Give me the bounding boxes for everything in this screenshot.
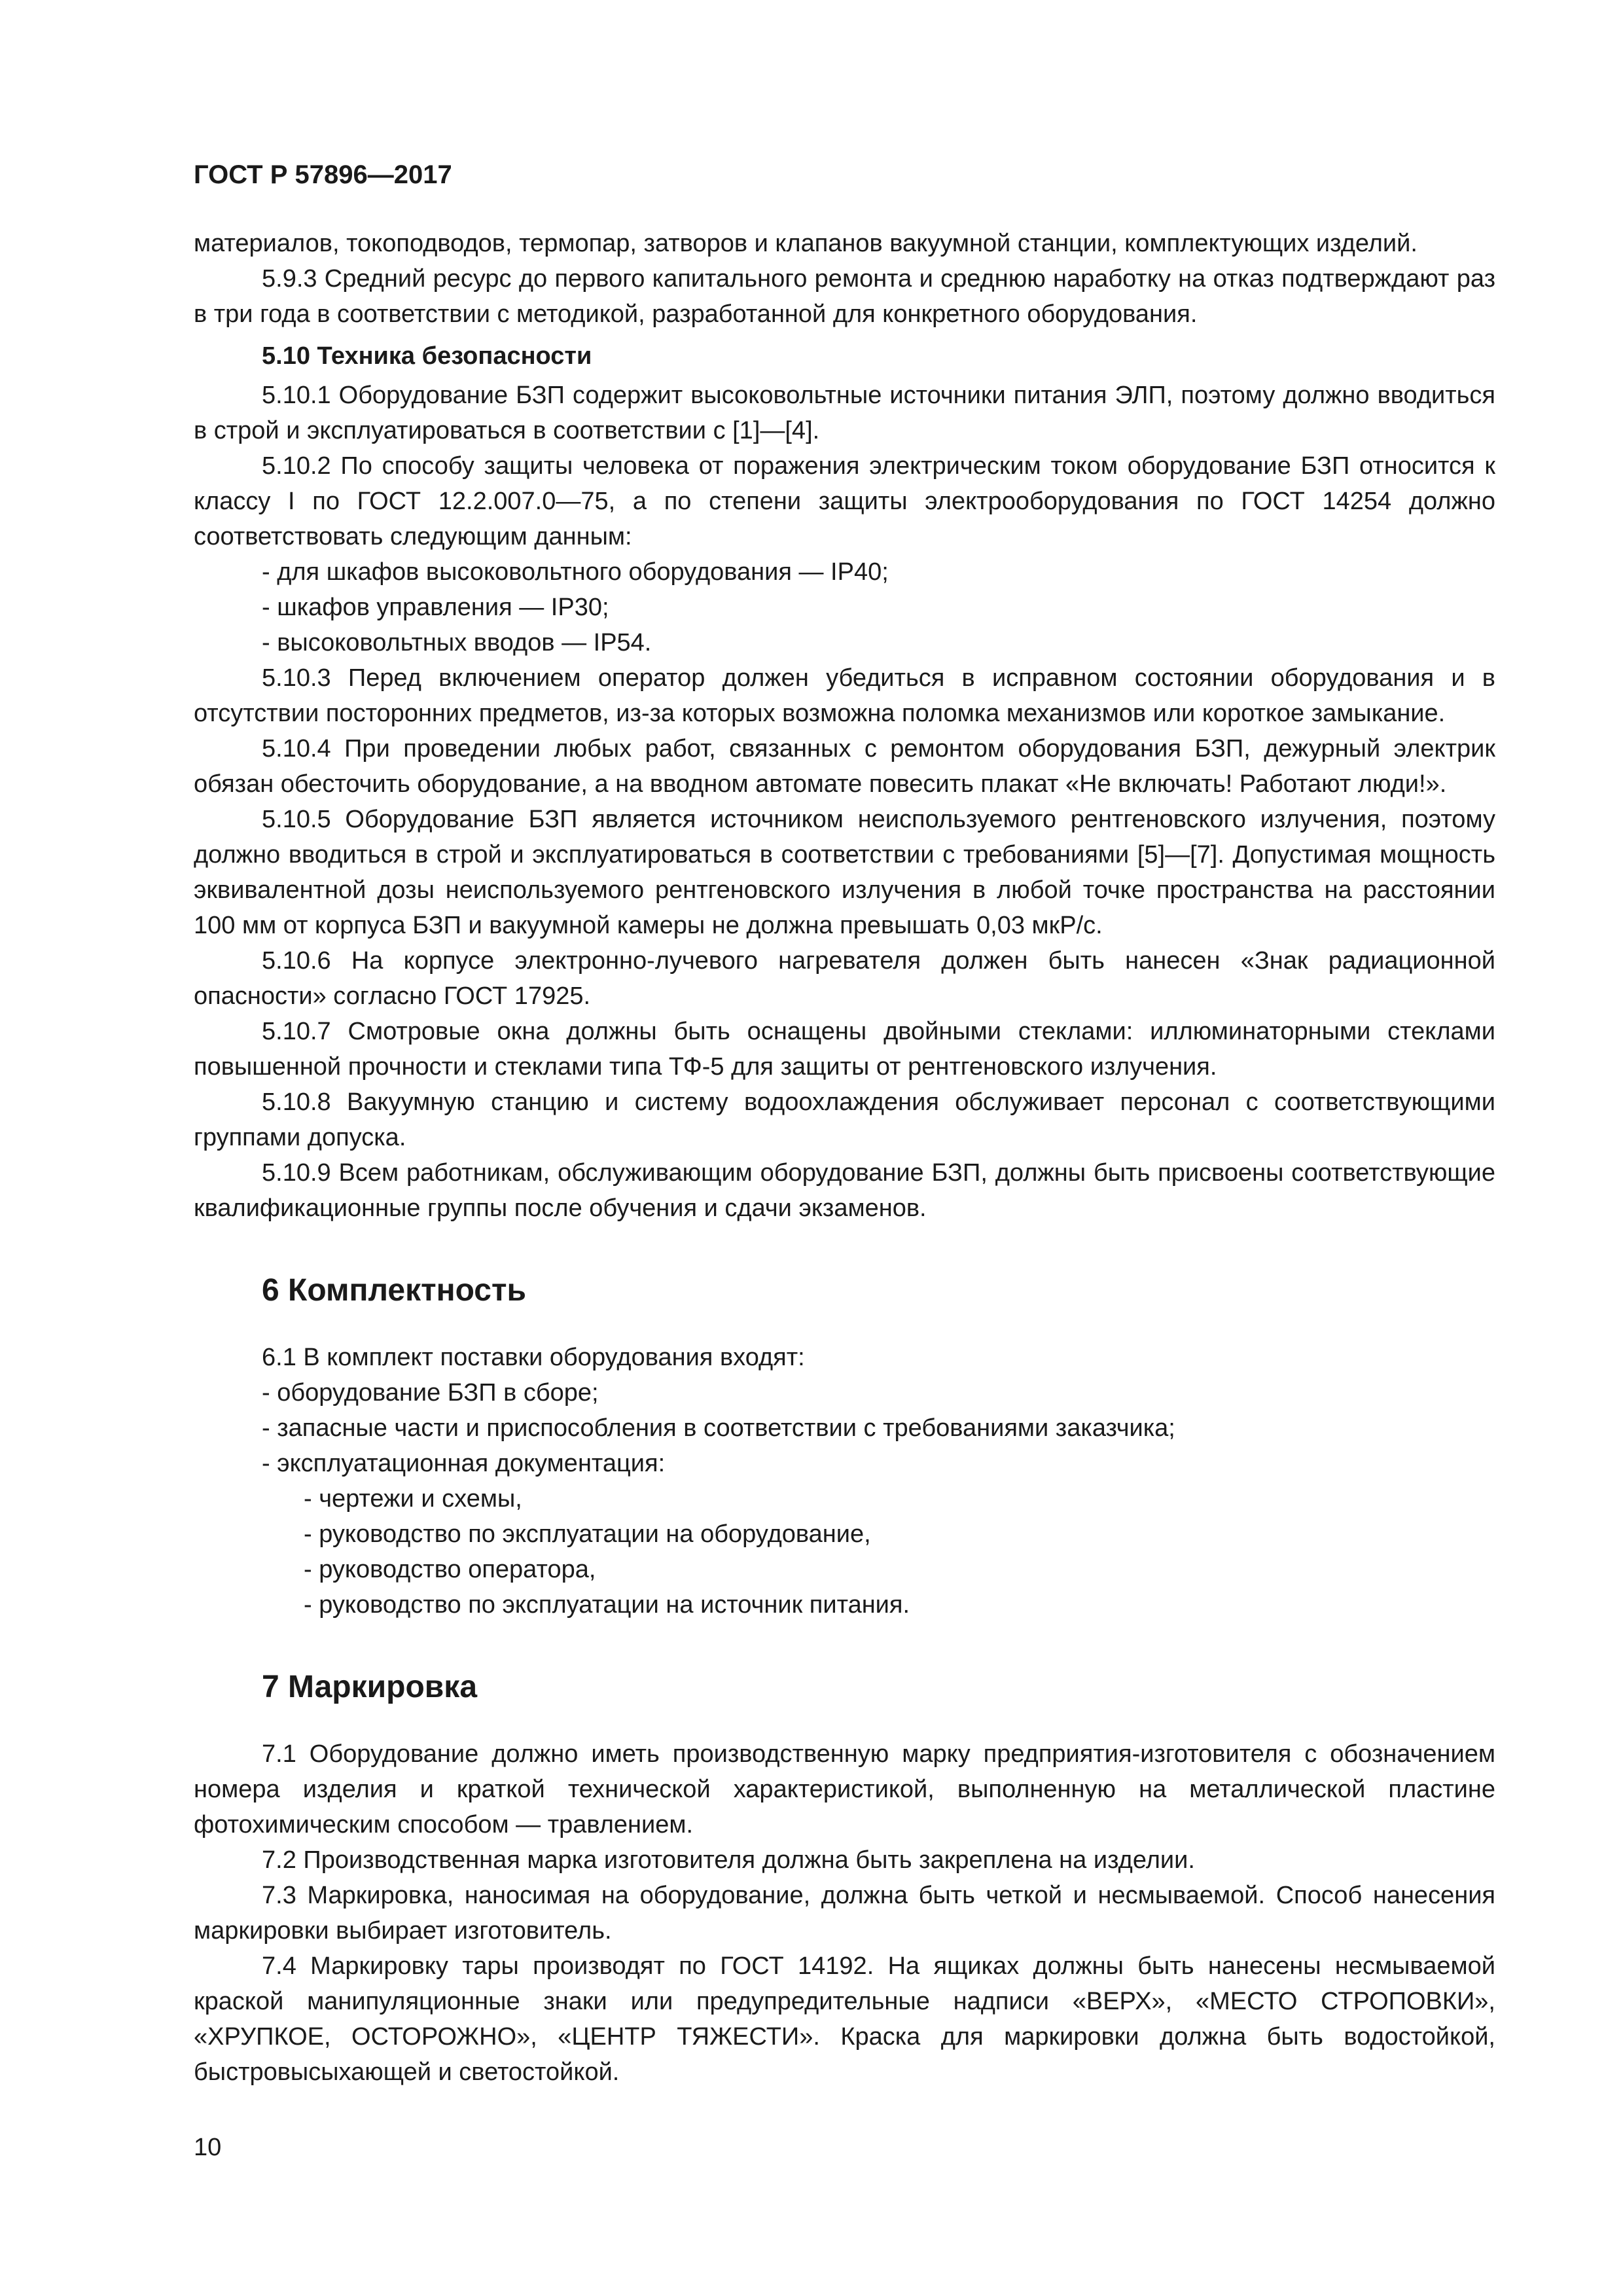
subsection-heading-5-10: 5.10 Техника безопасности — [262, 342, 592, 370]
list-item: - оборудование БЗП в сборе; — [262, 1379, 599, 1407]
paragraph-5-10-3: 5.10.3 Перед включением оператор должен убедиться в исправном состоянии оборудования и в отсутствии посторонних предметов, из-за которых возможна поломка механизмов или короткое замыкание. — [194, 664, 1495, 727]
document-header: ГОСТ Р 57896—2017 — [194, 160, 452, 189]
paragraph-continued: материалов, токоподводов, термопар, затворов и клапанов вакуумной станции, комплектующих изделий. — [194, 230, 1418, 257]
list-item: - запасные части и приспособления в соответствии с требованиями заказчика; — [262, 1414, 1175, 1442]
list-item: - эксплуатационная документация: — [262, 1450, 666, 1477]
page-number: 10 — [194, 2134, 222, 2161]
paragraph-5-10-2: 5.10.2 По способу защиты человека от поражения электрическим током оборудование БЗП относится к классу I по ГОСТ 12.2.007.0—75, а по степени защиты электрооборудования по ГОСТ 14254 должно соответствовать следующим данным: — [194, 452, 1495, 550]
paragraph-5-10-6: 5.10.6 На корпусе электронно-лучевого нагревателя должен быть нанесен «Знак радиационной опасности» согласно ГОСТ 17925. — [194, 947, 1495, 1010]
list-subitem: - руководство по эксплуатации на источник питания. — [304, 1591, 910, 1619]
paragraph-5-10-8: 5.10.8 Вакуумную станцию и систему водоохлаждения обслуживает персонал с соответствующими группами допуска. — [194, 1088, 1495, 1151]
paragraph-5-10-4: 5.10.4 При проведении любых работ, связанных с ремонтом оборудования БЗП, дежурный электрик обязан обесточить оборудование, а на вводном автомате повесить плакат «Не включать! Работают люди!». — [194, 735, 1495, 798]
paragraph-7-1: 7.1 Оборудование должно иметь производственную марку предприятия-изготовителя с обозначением номера изделия и краткой технической характеристикой, выполненную на металлической пластине фотохимическим способом — травлением. — [194, 1740, 1495, 1839]
list-item: - шкафов управления — IP30; — [262, 594, 609, 621]
list-item: - высоковольтных вводов — IP54. — [262, 629, 652, 656]
paragraph-5-9-3: 5.9.3 Средний ресурс до первого капитального ремонта и среднюю наработку на отказ подтверждают раз в три года в соответствии с методикой, разработанной для конкретного оборудования. — [194, 265, 1495, 328]
paragraph-5-10-5: 5.10.5 Оборудование БЗП является источником неиспользуемого рентгеновского излучения, поэтому должно вводиться в строй и эксплуатироваться в соответствии с требованиями [5]—[7]. Допустимая мощность эквивалентной дозы неиспользуемого рентгеновского излучения в любой точке пространства на расстоянии 100 мм от корпуса БЗП и вакуумной камеры не должна превышать 0,03 мкР/с. — [194, 806, 1495, 939]
paragraph-7-3: 7.3 Маркировка, наносимая на оборудование, должна быть четкой и несмываемой. Способ нанесения маркировки выбирает изготовитель. — [194, 1882, 1495, 1945]
paragraph-6-1: 6.1 В комплект поставки оборудования входят: — [262, 1344, 805, 1371]
list-subitem: - руководство по эксплуатации на оборудование, — [304, 1520, 871, 1548]
paragraph-5-10-7: 5.10.7 Смотровые окна должны быть оснащены двойными стеклами: иллюминаторными стеклами повышенной прочности и стеклами типа ТФ-5 для защиты от рентгеновского излучения. — [194, 1018, 1495, 1081]
paragraph-5-10-9: 5.10.9 Всем работникам, обслуживающим оборудование БЗП, должны быть присвоены соответствующие квалификационные группы после обучения и сдачи экзаменов. — [194, 1159, 1495, 1222]
document-body — [194, 226, 1495, 2090]
paragraph-7-2: 7.2 Производственная марка изготовителя должна быть закреплена на изделии. — [262, 1846, 1195, 1874]
paragraph-5-10-1: 5.10.1 Оборудование БЗП содержит высоковольтные источники питания ЭЛП, поэтому должно вводиться в строй и эксплуатироваться в соответствии с [1]—[4]. — [194, 382, 1495, 444]
paragraph-7-4: 7.4 Маркировку тары производят по ГОСТ 14192. На ящиках должны быть нанесены несмываемой краской манипуляционные знаки или предупредительные надписи «ВЕРХ», «МЕСТО СТРОПОВКИ», «ХРУПКОЕ, ОСТОРОЖНО», «ЦЕНТР ТЯЖЕСТИ». Краска для маркировки должна быть водостойкой, быстровысыхающей и светостойкой. — [194, 1952, 1495, 2086]
section-heading-7: 7 Маркировка — [262, 1670, 478, 1704]
section-heading-6: 6 Комплектность — [262, 1273, 526, 1308]
list-item: - для шкафов высоковольтного оборудования — IP40; — [262, 558, 889, 586]
list-subitem: - руководство оператора, — [304, 1556, 596, 1583]
list-subitem: - чертежи и схемы, — [304, 1485, 522, 1513]
